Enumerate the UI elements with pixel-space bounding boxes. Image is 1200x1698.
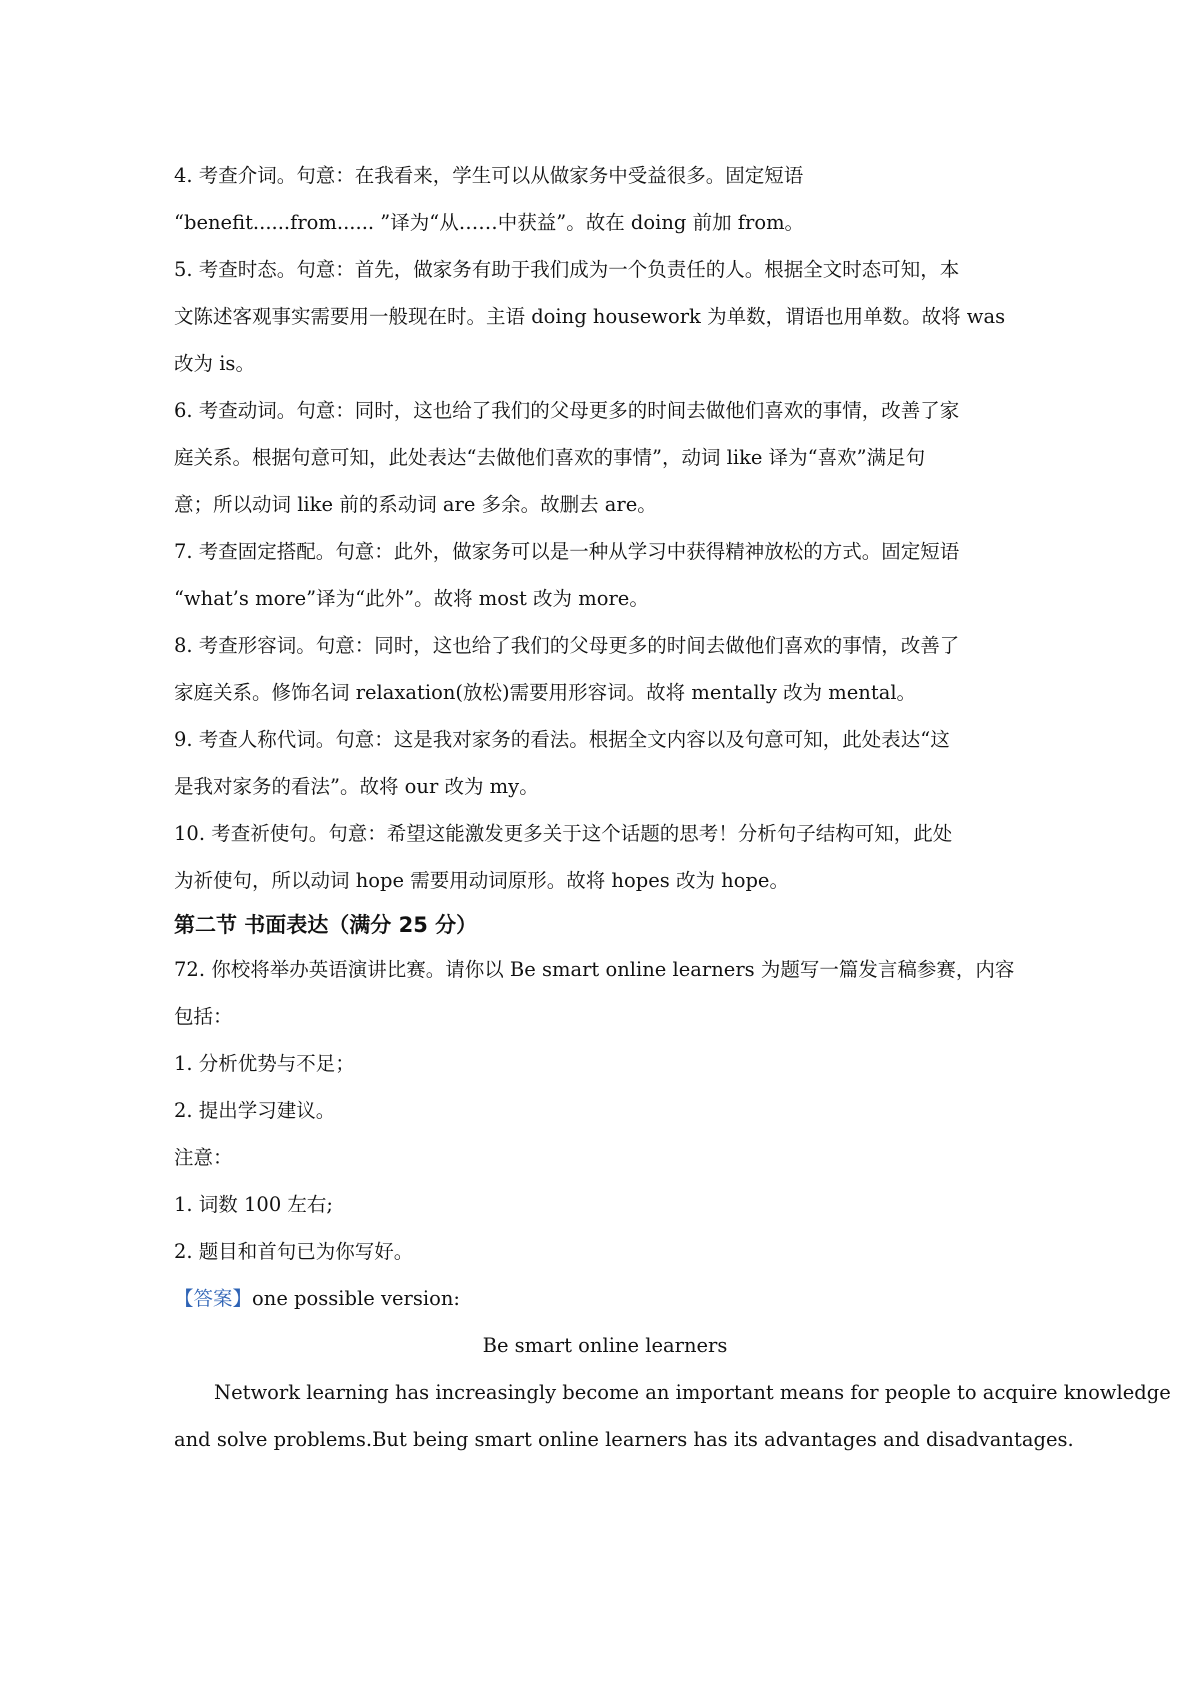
text-line: 72. 你校将举办英语演讲比赛。请你以 Be smart online learners 为题写一篇发言稿参赛，内容 xyxy=(174,958,1015,981)
text-line: 意；所以动词 like 前的系动词 are 多余。故删去 are。 xyxy=(174,493,657,516)
text-line: 5. 考查时态。句意：首先，做家务有助于我们成为一个负责任的人。根据全文时态可知，本 xyxy=(174,258,960,281)
text-line: 10. 考查祈使句。句意：希望这能激发更多关于这个话题的思考！分析句子结构可知，此处 xyxy=(174,822,953,845)
explanation-item-8 xyxy=(174,622,1036,716)
explanation-item-5 xyxy=(174,246,1036,387)
section-title: 第二节 书面表达（满分 25 分） xyxy=(174,913,478,937)
text-line: 家庭关系。修饰名词 relaxation(放松)需要用形容词。故将 mentally 改为 mental。 xyxy=(174,681,917,704)
page-content xyxy=(174,152,1171,1463)
text-line: “what’s more”译为“此外”。故将 most 改为 more。 xyxy=(174,587,649,610)
text-line: 8. 考查形容词。句意：同时，这也给了我们的父母更多的时间去做他们喜欢的事情，改善了 xyxy=(174,634,960,657)
list-item: 2. 题目和首句已为你写好。 xyxy=(174,1240,414,1263)
explanation-item-10 xyxy=(174,810,1036,904)
text-line: 是我对家务的看法”。故将 our 改为 my。 xyxy=(174,775,539,798)
text-line: 文陈述客观事实需要用一般现在时。主语 doing housework 为单数，谓语也用单数。故将 was xyxy=(174,305,1006,328)
answer-block xyxy=(174,1275,1171,1463)
explanation-item-6 xyxy=(174,387,1036,528)
list-item: 2. 提出学习建议。 xyxy=(174,1099,336,1122)
text-line: 9. 考查人称代词。句意：这是我对家务的看法。根据全文内容以及句意可知，此处表达“这 xyxy=(174,728,950,751)
essay-line: and solve problems.But being smart online learners has its advantages and disadvantages. xyxy=(174,1428,1074,1451)
answer-intro: one possible version: xyxy=(252,1287,460,1310)
text-line: 7. 考查固定搭配。句意：此外，做家务可以是一种从学习中获得精神放松的方式。固定短语 xyxy=(174,540,960,563)
text-line: 改为 is。 xyxy=(174,352,255,375)
text-line: 包括： xyxy=(174,1005,233,1028)
essay-line: Network learning has increasingly become an important means for people to acquire knowledge xyxy=(214,1381,1171,1404)
text-line: “benefit......from...... ”译为“从……中获益”。故在 doing 前加 from。 xyxy=(174,211,805,234)
question-items xyxy=(174,1040,1036,1134)
list-item: 1. 词数 100 左右; xyxy=(174,1193,333,1216)
list-item: 1. 分析优势与不足； xyxy=(174,1052,355,1075)
explanation-item-7 xyxy=(174,528,1036,622)
explanation-item-9 xyxy=(174,716,1036,810)
question-notes xyxy=(174,1134,1036,1275)
explanation-item-4 xyxy=(174,152,1036,246)
essay-title: Be smart online learners xyxy=(482,1334,728,1357)
notes-label: 注意： xyxy=(174,1146,233,1169)
text-line: 6. 考查动词。句意：同时，这也给了我们的父母更多的时间去做他们喜欢的事情，改善了家 xyxy=(174,399,960,422)
text-line: 4. 考查介词。句意：在我看来，学生可以从做家务中受益很多。固定短语 xyxy=(174,164,804,187)
text-line: 为祈使句，所以动词 hope 需要用动词原形。故将 hopes 改为 hope。 xyxy=(174,869,789,892)
question-prompt xyxy=(174,946,1036,1040)
answer-line xyxy=(174,1275,1036,1322)
text-line: 庭关系。根据句意可知，此处表达“去做他们喜欢的事情”，动词 like 译为“喜欢”满足句 xyxy=(174,446,926,469)
answer-tag: 【答案】 xyxy=(174,1287,253,1310)
